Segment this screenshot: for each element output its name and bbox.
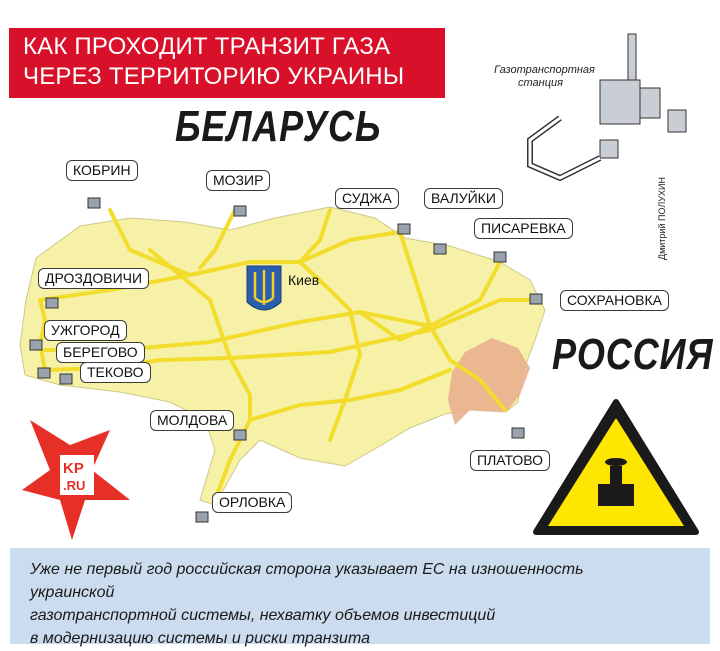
valve-icon bbox=[434, 244, 446, 254]
valve-icon bbox=[60, 374, 72, 384]
valve-symbol-icon bbox=[598, 484, 634, 506]
city-label-pisarevka: ПИСАРЕВКА bbox=[474, 218, 573, 239]
city-label-sokhranovka: СОХРАНОВКА bbox=[560, 290, 669, 311]
city-label-kobrin: КОБРИН bbox=[66, 160, 138, 181]
legend-line-2: станция bbox=[518, 77, 563, 89]
footer-line-3: в модернизацию системы и риски транзита bbox=[30, 630, 370, 647]
valve-icon bbox=[88, 198, 100, 208]
kp-logo bbox=[22, 420, 130, 540]
title-line-1: КАК ПРОХОДИТ ТРАНЗИТ ГАЗА bbox=[23, 33, 391, 60]
svg-text:.RU: .RU bbox=[63, 478, 86, 493]
city-label-uzhgorod: УЖГОРОД bbox=[44, 320, 127, 341]
valve-icon bbox=[46, 298, 58, 308]
valve-icon bbox=[196, 512, 208, 522]
legend-station-label bbox=[494, 64, 595, 90]
city-label-sudzha: СУДЖА bbox=[335, 188, 399, 209]
city-label-drozdovichi: ДРОЗДОВИЧИ bbox=[38, 268, 149, 289]
author-credit: Дмитрий ПОЛУХИН bbox=[657, 177, 667, 260]
legend-line-1: Газотранспортная bbox=[494, 64, 595, 76]
capital-label: Киев bbox=[288, 272, 320, 288]
title-line-2: ЧЕРЕЗ ТЕРРИТОРИЮ УКРАИНЫ bbox=[23, 63, 405, 90]
country-russia: РОССИЯ bbox=[552, 330, 714, 379]
city-label-orlovka: ОРЛОВКА bbox=[212, 492, 292, 513]
footer-panel bbox=[10, 548, 710, 647]
warning-sign bbox=[536, 402, 696, 532]
coat-of-arms-icon bbox=[247, 266, 281, 310]
valve-icon bbox=[234, 430, 246, 440]
valve-icon bbox=[530, 294, 542, 304]
country-belarus: БЕЛАРУСЬ bbox=[175, 102, 382, 151]
valve-icon bbox=[38, 368, 50, 378]
valve-icon bbox=[30, 340, 42, 350]
footer-line-2: газотранспортной системы, нехватку объемов инвестиций bbox=[30, 607, 496, 624]
footer-text bbox=[30, 558, 630, 650]
city-label-tekovo: ТЕКОВО bbox=[80, 362, 151, 383]
city-label-mozir: МОЗИР bbox=[206, 170, 270, 191]
city-label-moldova: МОЛДОВА bbox=[150, 410, 234, 431]
city-label-platovo: ПЛАТОВО bbox=[470, 450, 550, 471]
valve-icon bbox=[512, 428, 524, 438]
valve-icon bbox=[398, 224, 410, 234]
gas-station-icon bbox=[530, 34, 686, 178]
footer-line-1: Уже не первый год российская сторона указывает ЕС на изношенность украинской bbox=[30, 561, 584, 601]
valve-icon bbox=[234, 206, 246, 216]
valve-icon bbox=[494, 252, 506, 262]
svg-text:KP: KP bbox=[63, 460, 84, 477]
city-label-beregovo: БЕРЕГОВО bbox=[56, 342, 145, 363]
city-label-valuyki: ВАЛУЙКИ bbox=[424, 188, 503, 209]
